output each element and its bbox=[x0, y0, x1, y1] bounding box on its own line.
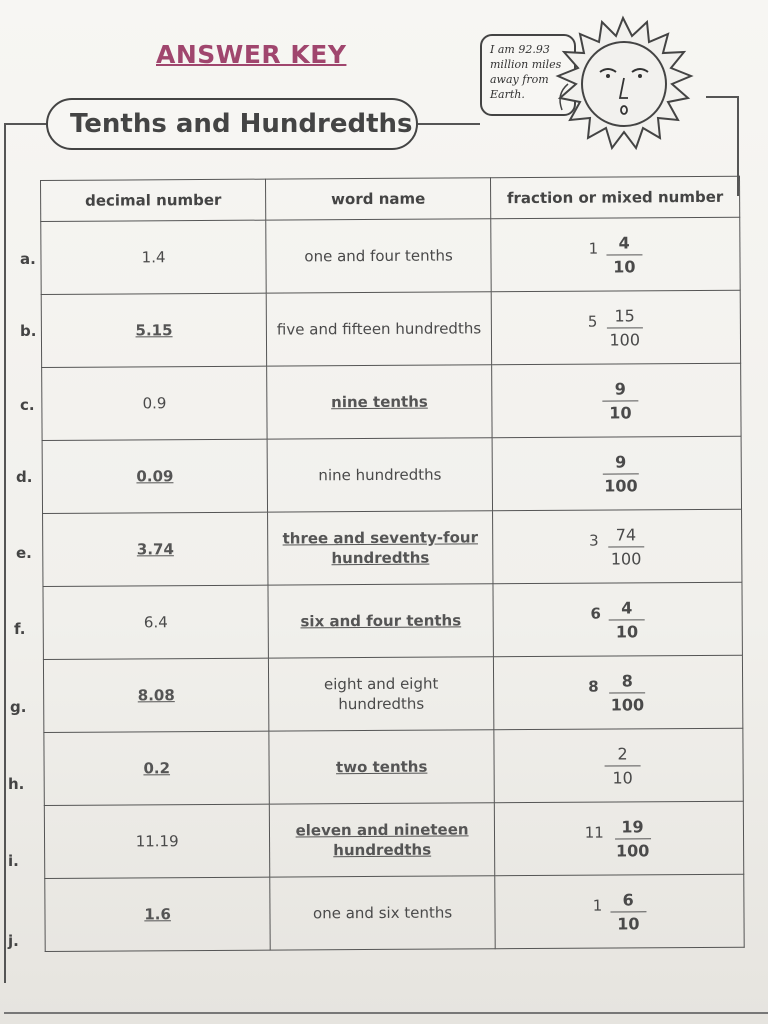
fraction bbox=[605, 306, 644, 349]
table-row bbox=[41, 217, 740, 294]
header-word-name: word name bbox=[266, 178, 491, 220]
decimal-cell bbox=[42, 366, 268, 440]
row-label: j. bbox=[8, 932, 19, 950]
decimal-value: 5.15 bbox=[135, 321, 173, 340]
fraction bbox=[604, 744, 640, 787]
decimal-cell bbox=[44, 731, 270, 805]
whole-number: 5 bbox=[587, 312, 598, 331]
denominator: 100 bbox=[615, 840, 650, 860]
table-row bbox=[42, 363, 741, 440]
fraction bbox=[602, 379, 638, 422]
whole-number: 6 bbox=[590, 604, 601, 623]
row-label: f. bbox=[14, 620, 26, 638]
word-value: three and seventy-four hundredths bbox=[282, 528, 479, 568]
mixed-number bbox=[585, 817, 654, 860]
fraction-cell bbox=[493, 509, 742, 584]
worksheet-table bbox=[40, 176, 745, 952]
word-value: two tenths bbox=[335, 757, 428, 777]
denominator: 100 bbox=[604, 475, 638, 496]
table-row bbox=[44, 728, 743, 805]
numerator: 4 bbox=[609, 598, 645, 620]
word-cell bbox=[268, 584, 493, 658]
decimal-cell bbox=[41, 293, 267, 367]
word-value: eight and eight hundredths bbox=[323, 674, 439, 714]
bubble-line-2: million miles bbox=[490, 58, 562, 71]
fraction-cell bbox=[492, 436, 741, 511]
bubble-line-1: I am 92.93 bbox=[490, 43, 550, 56]
denominator: 10 bbox=[609, 402, 632, 423]
denominator: 10 bbox=[615, 621, 639, 641]
fraction-cell bbox=[494, 728, 743, 803]
decimal-cell bbox=[43, 658, 269, 732]
word-cell bbox=[267, 438, 492, 512]
decimal-value: 3.74 bbox=[136, 540, 174, 559]
fraction bbox=[610, 890, 646, 933]
denominator: 100 bbox=[610, 694, 645, 715]
word-cell bbox=[266, 219, 491, 293]
page-title: Tenths and Hundredths bbox=[70, 109, 413, 139]
decimal-cell bbox=[45, 877, 271, 951]
word-cell bbox=[269, 730, 494, 804]
fraction-cell bbox=[494, 801, 743, 876]
table-row bbox=[43, 582, 742, 659]
decimal-value: 0.09 bbox=[136, 467, 174, 486]
header-fraction: fraction or mixed number bbox=[490, 176, 739, 219]
decimal-value: 1.4 bbox=[141, 248, 166, 267]
word-value: one and six tenths bbox=[312, 903, 453, 923]
denominator: 10 bbox=[617, 913, 640, 933]
word-cell bbox=[268, 511, 493, 585]
word-value: one and four tenths bbox=[304, 246, 453, 266]
fraction bbox=[606, 233, 642, 276]
word-value: nine tenths bbox=[331, 392, 428, 412]
table-row bbox=[45, 874, 744, 951]
decimal-cell bbox=[44, 804, 270, 878]
row-label: g. bbox=[10, 698, 27, 716]
mixed-number bbox=[590, 598, 645, 641]
sun-illustration-icon bbox=[548, 14, 698, 154]
numerator: 2 bbox=[604, 744, 640, 766]
whole-number: 3 bbox=[589, 531, 599, 550]
denominator: 100 bbox=[609, 329, 641, 350]
row-label: c. bbox=[20, 396, 35, 414]
mixed-number bbox=[589, 525, 645, 568]
numerator: 19 bbox=[614, 817, 650, 839]
row-label: a. bbox=[20, 250, 36, 268]
numerator: 6 bbox=[610, 890, 646, 912]
decimal-value: 0.9 bbox=[142, 394, 167, 413]
frame-line-bottom bbox=[4, 1012, 768, 1014]
word-value: eleven and nineteen hundredths bbox=[295, 820, 469, 860]
fraction-cell bbox=[491, 217, 740, 292]
numerator: 8 bbox=[609, 671, 645, 693]
whole-number: 8 bbox=[588, 677, 599, 696]
mixed-number bbox=[596, 744, 640, 787]
denominator: 100 bbox=[610, 548, 642, 569]
fraction-cell bbox=[493, 655, 742, 730]
decimal-cell bbox=[43, 585, 269, 659]
row-label: b. bbox=[20, 322, 37, 340]
decimal-cell bbox=[42, 439, 268, 513]
denominator: 10 bbox=[612, 767, 633, 788]
fraction bbox=[607, 671, 649, 714]
numerator: 74 bbox=[608, 525, 644, 547]
fraction bbox=[607, 525, 646, 568]
mixed-number bbox=[588, 671, 648, 714]
table-row bbox=[41, 290, 740, 367]
fraction bbox=[609, 598, 645, 641]
table-header-row bbox=[41, 176, 740, 221]
row-label: h. bbox=[8, 775, 25, 793]
table-row bbox=[43, 509, 742, 586]
header-decimal-number: decimal number bbox=[41, 179, 266, 221]
word-cell bbox=[266, 292, 491, 366]
numerator: 4 bbox=[606, 233, 642, 255]
mixed-number bbox=[589, 233, 643, 276]
decimal-value: 1.6 bbox=[144, 905, 171, 924]
fraction bbox=[600, 452, 642, 495]
title-banner bbox=[46, 98, 418, 150]
mixed-number bbox=[594, 379, 638, 422]
decimal-cell bbox=[43, 512, 269, 586]
word-cell bbox=[269, 657, 494, 731]
word-value: nine hundredths bbox=[318, 465, 442, 485]
bubble-line-3: away from bbox=[490, 73, 549, 86]
decimal-value: 0.2 bbox=[143, 759, 171, 778]
answer-key-heading: ANSWER KEY bbox=[156, 40, 347, 69]
frame-line-mid-top bbox=[418, 123, 480, 125]
word-value: six and four tenths bbox=[300, 611, 462, 631]
mixed-number bbox=[592, 452, 642, 495]
decimal-value: 11.19 bbox=[135, 832, 179, 851]
table-row bbox=[43, 655, 742, 732]
denominator: 10 bbox=[613, 256, 636, 277]
numerator: 9 bbox=[602, 379, 638, 401]
row-label: e. bbox=[16, 544, 32, 562]
frame-line-left-top bbox=[4, 123, 48, 125]
word-cell bbox=[270, 876, 495, 950]
bubble-line-4: Earth. bbox=[490, 88, 525, 101]
row-label: i. bbox=[8, 852, 19, 870]
fraction-cell bbox=[495, 874, 744, 949]
word-value: five and fifteen hundredths bbox=[276, 319, 482, 339]
decimal-value: 8.08 bbox=[137, 686, 175, 705]
whole-number: 1 bbox=[592, 896, 603, 915]
frame-line-left-vertical bbox=[4, 123, 6, 983]
numerator: 9 bbox=[603, 452, 639, 474]
mixed-number bbox=[588, 306, 644, 349]
fraction-cell bbox=[491, 290, 740, 365]
fraction-cell bbox=[492, 363, 741, 438]
table-row bbox=[44, 801, 743, 878]
word-cell bbox=[267, 365, 492, 439]
whole-number: 1 bbox=[588, 239, 599, 258]
decimal-value: 6.4 bbox=[143, 613, 168, 632]
row-label: d. bbox=[16, 468, 33, 486]
fraction bbox=[612, 817, 654, 860]
table-row bbox=[42, 436, 741, 513]
frame-line-right-top bbox=[706, 96, 738, 98]
numerator: 15 bbox=[607, 306, 643, 328]
mixed-number bbox=[593, 890, 647, 933]
fraction-cell bbox=[493, 582, 742, 657]
decimal-cell bbox=[41, 220, 267, 294]
word-cell bbox=[270, 803, 495, 877]
whole-number: 11 bbox=[584, 823, 604, 842]
